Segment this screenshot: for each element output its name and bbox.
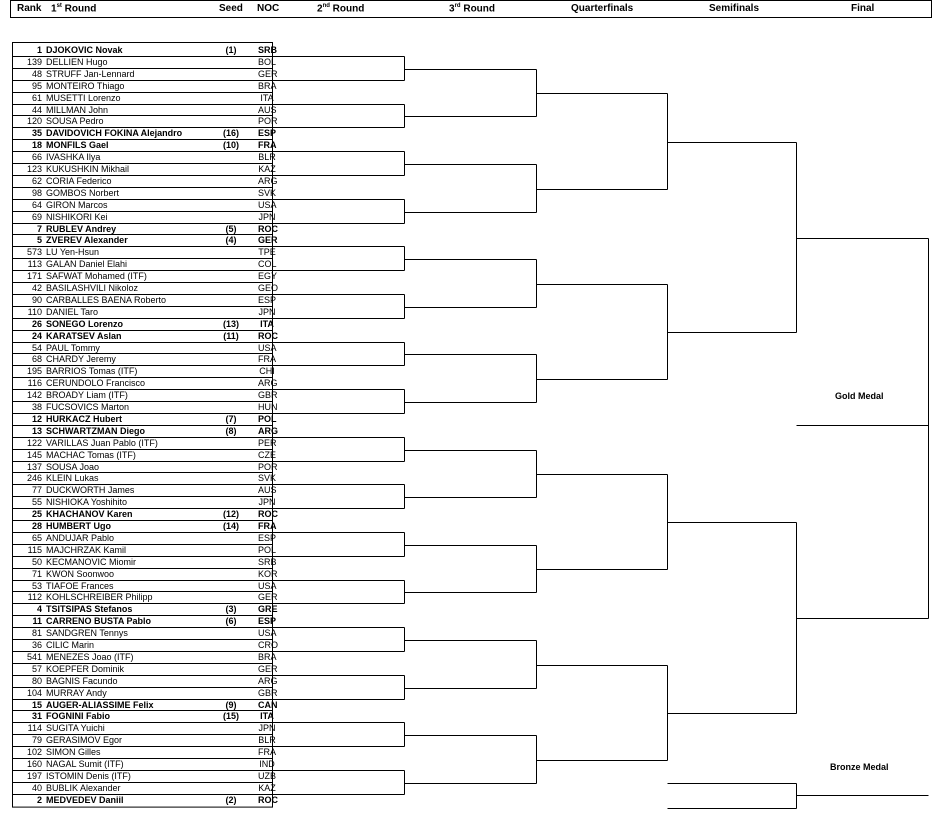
- player-rank: 13: [31, 425, 42, 436]
- player-seed: (15): [222, 711, 239, 722]
- player-rank: 55: [31, 497, 42, 508]
- player-name: MACHAC Tomas (ITF): [46, 449, 136, 460]
- player-rank: 120: [26, 116, 42, 127]
- player-rank: 77: [31, 485, 42, 496]
- player-noc: SVK: [258, 187, 277, 198]
- player-name: NISHIKORI Kei: [46, 211, 108, 222]
- player-rank: 114: [27, 723, 42, 734]
- player-row: [14, 758, 275, 770]
- player-noc: KAZ: [258, 164, 276, 174]
- player-noc: GEO: [258, 283, 279, 293]
- player-row: [14, 139, 277, 151]
- player-noc: POL: [258, 413, 277, 424]
- player-name: SOUSA Joao: [46, 461, 100, 472]
- player-row: [14, 294, 277, 306]
- player-row: [14, 389, 278, 401]
- header-quarterfinals: Quarterfinals: [571, 3, 634, 14]
- player-noc: FRA: [258, 354, 276, 365]
- player-name: LU Yen-Hsun: [46, 247, 100, 258]
- player-row: [14, 234, 278, 246]
- gold-medal-label: Gold Medal: [835, 391, 884, 401]
- player-name: MILLMAN John: [46, 104, 109, 115]
- player-name: KUKUSHKIN Mikhail: [46, 164, 130, 174]
- player-row: [14, 115, 278, 127]
- player-row: [14, 687, 278, 699]
- player-noc: JPN: [258, 723, 276, 734]
- player-rank: 24: [31, 330, 42, 341]
- player-noc: ITA: [260, 711, 274, 722]
- player-name: RUBLEV Andrey: [46, 223, 117, 234]
- player-name: CORIA Federico: [46, 175, 112, 186]
- player-row: [14, 520, 277, 532]
- player-row: [14, 603, 278, 615]
- player-noc: CAN: [258, 699, 278, 710]
- player-seed: (6): [225, 616, 237, 627]
- player-noc: ARG: [258, 425, 278, 436]
- player-name: BROADY Liam (ITF): [46, 390, 128, 401]
- player-name: KOEPFER Dominik: [46, 663, 125, 674]
- player-rank: 81: [31, 628, 42, 639]
- player-name: CHARDY Jeremy: [46, 354, 116, 365]
- header-noc: NOC: [257, 3, 280, 14]
- player-name: IVASHKA Ilya: [46, 152, 101, 163]
- header-final: Final: [851, 3, 875, 14]
- player-row: [14, 80, 277, 92]
- player-noc: AUS: [258, 104, 277, 115]
- player-row: [14, 44, 278, 56]
- player-name: KLEIN Lukas: [46, 473, 99, 484]
- player-row: [14, 484, 277, 496]
- player-noc: GER: [258, 68, 278, 79]
- player-row: [14, 68, 278, 80]
- player-noc: SRB: [258, 556, 277, 567]
- player-name: DJOKOVIC Novak: [46, 45, 123, 55]
- player-name: DUCKWORTH James: [46, 485, 135, 496]
- player-row: [14, 104, 277, 116]
- player-row: [14, 675, 278, 687]
- player-rank: 4: [36, 604, 42, 615]
- player-name: BASILASHVILI Nikoloz: [46, 283, 139, 293]
- player-noc: ESP: [258, 128, 277, 139]
- player-name: NISHIOKA Yoshihito: [46, 497, 128, 508]
- player-row: [14, 92, 272, 104]
- player-seed: (5): [225, 223, 237, 234]
- player-name: TSITSIPAS Stefanos: [46, 604, 133, 615]
- player-seed: (14): [222, 521, 239, 531]
- player-name: GIRON Marcos: [46, 199, 108, 210]
- player-rank: 36: [31, 640, 42, 650]
- player-row: [14, 437, 277, 449]
- player-rank: 171: [26, 271, 42, 282]
- player-noc: JPN: [258, 211, 276, 222]
- player-name: GERASIMOV Egor: [46, 735, 123, 746]
- player-rank: 25: [31, 509, 42, 520]
- player-row: [14, 449, 276, 461]
- player-rank: 122: [26, 437, 42, 448]
- player-row: [14, 342, 277, 354]
- player-rank: 64: [31, 199, 42, 210]
- player-noc: BRA: [258, 80, 277, 91]
- player-name: ANDUJAR Pablo: [46, 532, 115, 543]
- player-noc: GBR: [258, 687, 278, 698]
- player-row: [14, 377, 278, 389]
- player-rank: 50: [31, 556, 42, 567]
- player-name: MONFILS Gael: [46, 140, 109, 151]
- player-noc: ROC: [258, 794, 278, 805]
- player-noc: ESP: [258, 294, 277, 305]
- player-name: NAGAL Sumit (ITF): [46, 759, 124, 769]
- player-rank: 61: [31, 92, 42, 103]
- player-noc: JPN: [258, 497, 276, 508]
- player-name: HURKACZ Hubert: [46, 413, 122, 424]
- player-row: [14, 151, 276, 163]
- player-rank: 95: [31, 80, 42, 91]
- player-rank: 145: [26, 449, 42, 460]
- player-name: PAUL Tommy: [46, 342, 100, 353]
- player-rank: 2: [36, 794, 42, 805]
- player-name: SAFWAT Mohamed (ITF): [46, 271, 147, 282]
- player-rank: 102: [26, 747, 42, 758]
- player-name: DAVIDOVICH FOKINA Alejandro: [46, 128, 183, 139]
- player-noc: GBR: [258, 390, 278, 401]
- player-row: [14, 508, 278, 520]
- player-name: MAJCHRZAK Kamil: [46, 544, 127, 555]
- player-noc: ROC: [258, 330, 278, 341]
- player-row: [14, 282, 279, 294]
- player-rank: 98: [31, 187, 42, 198]
- player-rank: 142: [26, 390, 42, 401]
- player-row: [14, 246, 276, 258]
- player-noc: AUS: [258, 485, 277, 496]
- player-row: [14, 532, 277, 544]
- player-row: [14, 615, 277, 627]
- player-seed: (10): [222, 140, 239, 151]
- player-name: KECMANOVIC Miomir: [46, 556, 137, 567]
- player-name: SIMON Gilles: [46, 747, 101, 758]
- player-rank: 57: [31, 663, 42, 674]
- player-rank: 541: [26, 651, 42, 662]
- player-noc: BLR: [258, 735, 276, 746]
- player-rank: 79: [31, 735, 42, 746]
- player-name: BARRIOS Tomas (ITF): [46, 366, 138, 377]
- player-row: [14, 401, 278, 413]
- player-name: DELLIEN Hugo: [46, 56, 108, 67]
- player-rank: 42: [31, 283, 42, 293]
- player-name: CARBALLES BAENA Roberto: [46, 294, 167, 305]
- player-name: STRUFF Jan-Lennard: [46, 68, 135, 79]
- player-row: [14, 365, 275, 377]
- player-seed: (9): [225, 699, 237, 710]
- player-row: [14, 710, 272, 722]
- player-name: GOMBOS Norbert: [46, 187, 120, 198]
- player-name: KHACHANOV Karen: [46, 509, 133, 520]
- player-noc: ARG: [258, 675, 278, 686]
- player-name: GALAN Daniel Elahi: [46, 259, 128, 270]
- player-noc: BLR: [258, 152, 276, 163]
- player-noc: ESP: [258, 616, 277, 627]
- player-rank: 12: [31, 413, 42, 424]
- player-seed: (3): [225, 604, 237, 615]
- player-seed: (1): [225, 45, 237, 55]
- player-row: [14, 306, 276, 318]
- player-rank: 573: [26, 247, 42, 258]
- player-name: MURRAY Andy: [46, 687, 107, 698]
- player-noc: SRB: [258, 45, 278, 55]
- player-name: MONTEIRO Thiago: [46, 80, 125, 91]
- player-row: [14, 175, 278, 187]
- header-seed: Seed: [219, 3, 243, 14]
- player-row: [14, 413, 277, 425]
- player-name: DANIEL Taro: [46, 306, 99, 317]
- player-row: [14, 591, 278, 603]
- player-noc: KOR: [258, 568, 278, 579]
- player-row: [14, 782, 276, 794]
- player-name: BAGNIS Facundo: [46, 675, 118, 686]
- player-row: [14, 568, 278, 580]
- player-rank: 65: [31, 532, 42, 543]
- player-row: [14, 663, 278, 675]
- player-noc: BOL: [258, 56, 277, 67]
- player-noc: EGY: [258, 271, 278, 282]
- player-noc: GER: [258, 235, 278, 246]
- player-name: TIAFOE Frances: [46, 580, 114, 591]
- player-noc: FRA: [258, 747, 276, 758]
- player-rank: 104: [26, 687, 42, 698]
- player-rank: 71: [31, 568, 42, 579]
- player-rank: 28: [31, 521, 42, 531]
- player-row: [14, 580, 277, 592]
- player-name: SUGITA Yuichi: [46, 723, 105, 734]
- player-row: [14, 472, 277, 484]
- player-noc: USA: [258, 199, 277, 210]
- player-rank: 69: [31, 211, 42, 222]
- player-row: [14, 318, 272, 330]
- player-row: [14, 627, 277, 639]
- player-name: ISTOMIN Denis (ITF): [46, 770, 131, 781]
- player-rank: 137: [26, 461, 42, 472]
- player-seed: (7): [225, 413, 237, 424]
- player-noc: ITA: [260, 92, 274, 103]
- player-rank: 246: [26, 473, 42, 484]
- player-name: SONEGO Lorenzo: [46, 318, 124, 329]
- header-semifinals: Semifinals: [709, 3, 760, 14]
- player-name: CILIC Marin: [46, 640, 95, 650]
- player-noc: HUN: [258, 402, 278, 412]
- player-rank: 139: [26, 56, 42, 67]
- player-noc: PER: [258, 437, 277, 448]
- player-name: CERUNDOLO Francisco: [46, 378, 146, 389]
- player-noc: USA: [258, 628, 277, 639]
- player-noc: ROC: [258, 509, 278, 520]
- player-rank: 54: [31, 342, 42, 353]
- player-row: [14, 425, 278, 437]
- player-row: [14, 722, 276, 734]
- player-noc: POL: [258, 544, 277, 555]
- player-noc: GRE: [258, 604, 278, 615]
- player-row: [14, 127, 277, 139]
- player-noc: USA: [258, 342, 277, 353]
- player-row: [14, 746, 276, 758]
- player-rank: 195: [26, 366, 42, 377]
- player-seed: (13): [222, 318, 239, 329]
- player-row: [14, 794, 278, 806]
- player-rank: 68: [31, 354, 42, 365]
- player-noc: GER: [258, 663, 278, 674]
- player-noc: POR: [258, 461, 278, 472]
- player-rank: 18: [31, 140, 42, 151]
- player-name: SOUSA Pedro: [46, 116, 104, 127]
- player-name: BUBLIK Alexander: [46, 782, 121, 793]
- player-noc: ITA: [260, 318, 274, 329]
- player-row: [14, 270, 278, 282]
- player-row: [14, 211, 276, 223]
- player-noc: UZB: [258, 770, 276, 781]
- player-rank: 197: [26, 770, 42, 781]
- player-row: [14, 734, 276, 746]
- player-row: [14, 770, 276, 782]
- player-rank: 44: [31, 104, 42, 115]
- player-name: AUGER-ALIASSIME Felix: [46, 699, 154, 710]
- player-noc: BRA: [258, 651, 277, 662]
- player-name: VARILLAS Juan Pablo (ITF): [46, 437, 158, 448]
- player-name: MEDVEDEV Daniil: [46, 794, 124, 805]
- player-row: [14, 258, 277, 270]
- player-row: [14, 56, 277, 68]
- player-noc: JPN: [258, 306, 276, 317]
- player-seed: (2): [225, 794, 237, 805]
- player-row: [14, 199, 277, 211]
- player-noc: FRA: [258, 521, 277, 531]
- player-noc: CHI: [259, 366, 275, 377]
- player-rank: 62: [31, 175, 42, 186]
- player-noc: ESP: [258, 532, 277, 543]
- player-rank: 160: [26, 759, 42, 769]
- header-round3: 3rd Round: [449, 3, 495, 15]
- player-row: [14, 639, 278, 651]
- header-rank: Rank: [17, 3, 42, 14]
- player-row: [14, 187, 277, 199]
- player-noc: USA: [258, 580, 277, 591]
- player-rank: 123: [26, 164, 42, 174]
- player-row: [14, 223, 278, 235]
- player-rank: 66: [31, 152, 42, 163]
- player-name: FUCSOVICS Marton: [46, 402, 130, 412]
- player-noc: ARG: [258, 175, 278, 186]
- player-seed: (11): [223, 330, 239, 341]
- player-name: SCHWARTZMAN Diego: [46, 425, 145, 436]
- player-row: [14, 461, 278, 473]
- player-rank: 48: [31, 68, 42, 79]
- player-rank: 7: [36, 223, 42, 234]
- player-rank: 115: [27, 544, 42, 555]
- player-row: [14, 544, 277, 556]
- bronze-medal-label: Bronze Medal: [830, 762, 889, 772]
- player-row: [14, 556, 277, 568]
- player-noc: ARG: [258, 378, 278, 389]
- player-rank: 116: [27, 378, 42, 389]
- player-name: CARRENO BUSTA Pablo: [46, 616, 152, 627]
- player-rank: 11: [32, 616, 42, 627]
- player-noc: KAZ: [258, 782, 276, 793]
- player-rank: 80: [31, 675, 42, 686]
- player-row: [14, 651, 277, 663]
- player-rank: 40: [31, 782, 42, 793]
- player-noc: COL: [258, 259, 277, 270]
- player-name: MUSETTI Lorenzo: [46, 92, 121, 103]
- player-noc: ROC: [258, 223, 278, 234]
- player-noc: IND: [259, 759, 275, 769]
- header-round1: 1st Round: [51, 3, 97, 15]
- player-noc: SVK: [258, 473, 277, 484]
- header-round2: 2nd Round: [317, 3, 365, 15]
- player-rank: 15: [31, 699, 42, 710]
- player-row: [14, 496, 276, 508]
- player-noc: GER: [258, 592, 278, 603]
- player-name: SANDGREN Tennys: [46, 628, 128, 639]
- player-row: [14, 163, 276, 175]
- player-rank: 38: [31, 402, 42, 412]
- player-name: FOGNINI Fabio: [46, 711, 110, 722]
- player-rank: 53: [31, 580, 42, 591]
- player-seed: (8): [225, 425, 237, 436]
- player-row: [14, 699, 278, 711]
- player-noc: FRA: [258, 140, 277, 151]
- player-name: KOHLSCHREIBER Philipp: [46, 592, 153, 603]
- player-row: [14, 353, 276, 365]
- player-name: ZVEREV Alexander: [46, 235, 128, 246]
- player-noc: POR: [258, 116, 278, 127]
- player-noc: CZE: [258, 449, 276, 460]
- player-rank: 113: [27, 259, 42, 270]
- player-rank: 26: [31, 318, 42, 329]
- player-name: HUMBERT Ugo: [46, 521, 111, 531]
- player-seed: (4): [225, 235, 237, 246]
- player-name: KARATSEV Aslan: [46, 330, 122, 341]
- player-name: MENEZES Joao (ITF): [46, 651, 134, 662]
- player-rank: 5: [36, 235, 42, 246]
- player-rank: 35: [31, 128, 42, 139]
- player-seed: (16): [222, 128, 239, 139]
- player-row: [14, 330, 278, 342]
- player-rank: 1: [36, 45, 42, 55]
- player-rank: 31: [31, 711, 42, 722]
- player-rank: 112: [27, 592, 42, 603]
- player-name: KWON Soonwoo: [46, 568, 115, 579]
- player-noc: CRO: [258, 640, 278, 650]
- player-seed: (12): [222, 509, 239, 520]
- player-noc: TPE: [258, 247, 276, 258]
- player-rank: 90: [31, 294, 42, 305]
- player-rank: 110: [27, 306, 42, 317]
